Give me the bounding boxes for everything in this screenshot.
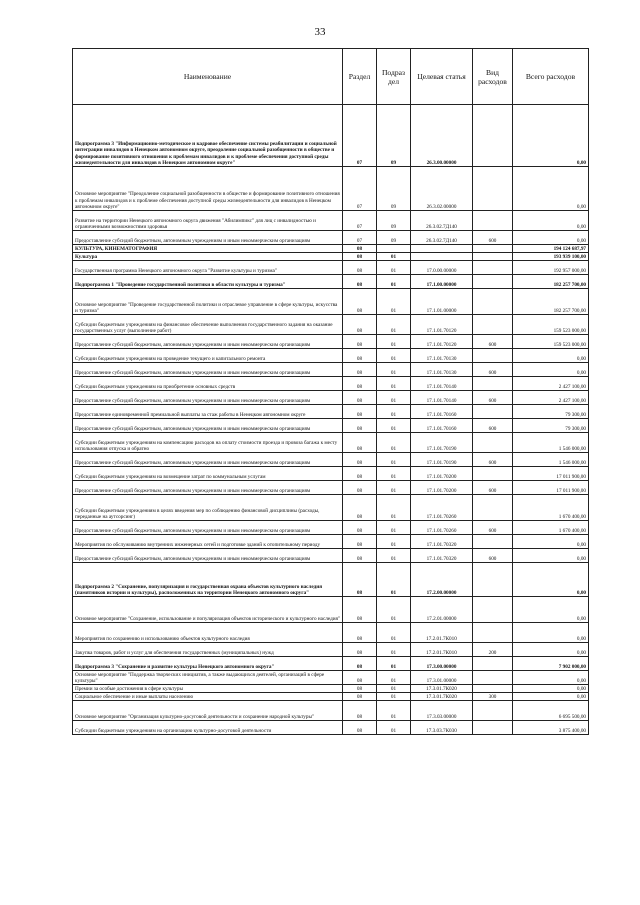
row-expense-type-cell (473, 275, 513, 289)
row-amount-cell: 182 257 700,00 (513, 289, 589, 315)
row-article-cell: 17.1.01.70200 (411, 481, 473, 495)
row-article-cell (411, 253, 473, 261)
row-subsection-cell: 09 (377, 167, 411, 211)
row-amount-cell: 79 300,00 (513, 419, 589, 433)
row-amount-cell: 17 011 900,00 (513, 481, 589, 495)
row-subsection-cell: 09 (377, 105, 411, 167)
row-article-cell: 17.1.01.70260 (411, 521, 473, 535)
row-section-cell: 08 (343, 433, 377, 453)
row-expense-type-cell (473, 623, 513, 643)
row-subsection-cell: 09 (377, 231, 411, 245)
row-expense-type-cell: 600 (473, 391, 513, 405)
row-expense-type-cell (473, 563, 513, 597)
row-section-cell: 08 (343, 549, 377, 563)
row-section-cell: 08 (343, 643, 377, 657)
row-section-cell: 08 (343, 481, 377, 495)
row-subsection-cell: 01 (377, 521, 411, 535)
row-section-cell: 08 (343, 315, 377, 335)
row-expense-type-cell (473, 405, 513, 419)
row-name-cell: Предоставление субсидий бюджетным, автономным учреждениям и иным некоммерческим организациям (73, 391, 343, 405)
row-name-cell: Субсидии бюджетным учреждениям на финансовое обеспечение выполнения государственного задания на оказание государственных услуг (выполнение работ) (73, 315, 343, 335)
table-row (73, 253, 589, 261)
row-section-cell: 08 (343, 363, 377, 377)
row-section-cell: 08 (343, 349, 377, 363)
row-expense-type-cell (473, 105, 513, 167)
row-subsection-cell: 01 (377, 261, 411, 275)
table-row (73, 535, 589, 549)
row-section-cell: 07 (343, 105, 377, 167)
row-subsection-cell: 01 (377, 405, 411, 419)
table-row (73, 377, 589, 391)
row-subsection-cell: 01 (377, 685, 411, 693)
row-subsection-cell: 01 (377, 335, 411, 349)
header-section: Раздел (343, 49, 377, 105)
row-amount-cell: 0,00 (513, 623, 589, 643)
row-article-cell: 17.1.01.70160 (411, 405, 473, 419)
table-row (73, 521, 589, 535)
row-name-cell: Субсидии бюджетным учреждениям на компенсацию расходов на оплату стоимости проезда и провоза багажа к месту использования отпуска и обратно (73, 433, 343, 453)
row-amount-cell: 0,00 (513, 549, 589, 563)
row-expense-type-cell: 600 (473, 521, 513, 535)
row-expense-type-cell (473, 597, 513, 623)
row-article-cell (411, 245, 473, 253)
row-amount-cell: 1 670 400,00 (513, 495, 589, 521)
row-subsection-cell: 01 (377, 597, 411, 623)
row-amount-cell: 0,00 (513, 167, 589, 211)
row-name-cell: Основное мероприятие "Преодоление социальной разобщенности в обществе и формирование позитивного отношения к проблемам инвалидов и к проблеме обеспечения доступной среды жизнедеятельности для инвалидов в Ненецком автономном округе" (73, 167, 343, 211)
row-article-cell: 17.1.01.70320 (411, 549, 473, 563)
row-section-cell: 08 (343, 377, 377, 391)
row-amount-cell: 2 427 100,00 (513, 391, 589, 405)
table-row (73, 693, 589, 701)
table-row (73, 245, 589, 253)
header-total: Всего расходов (513, 49, 589, 105)
row-subsection-cell: 01 (377, 391, 411, 405)
row-article-cell: 26.3.02.7Д140 (411, 211, 473, 231)
table-row (73, 405, 589, 419)
row-section-cell: 08 (343, 721, 377, 735)
table-row (73, 211, 589, 231)
row-name-cell: Подпрограмма 3 "Сохранение и развитие культуры Ненецкого автономного округа" (73, 657, 343, 671)
budget-table (72, 48, 589, 735)
table-row (73, 419, 589, 433)
row-amount-cell: 182 257 700,00 (513, 275, 589, 289)
row-section-cell: 08 (343, 245, 377, 253)
row-article-cell: 17.1.01.00000 (411, 289, 473, 315)
row-amount-cell: 159 523 000,00 (513, 335, 589, 349)
row-amount-cell: 0,00 (513, 563, 589, 597)
row-name-cell: Предоставление субсидий бюджетным, автономным учреждениям и иным некоммерческим организациям (73, 335, 343, 349)
row-name-cell: Предоставление единовременной премиальной выплаты за стаж работы в Ненецком автономном округе (73, 405, 343, 419)
table-row (73, 495, 589, 521)
row-name-cell: Государственная программа Ненецкого автономного округа "Развитие культуры и туризма" (73, 261, 343, 275)
row-expense-type-cell (473, 261, 513, 275)
row-subsection-cell: 01 (377, 495, 411, 521)
table-row (73, 597, 589, 623)
row-amount-cell: 0,00 (513, 105, 589, 167)
row-amount-cell: 79 300,00 (513, 405, 589, 419)
row-expense-type-cell (473, 349, 513, 363)
table-row (73, 315, 589, 335)
row-article-cell: 26.3.00.00000 (411, 105, 473, 167)
row-amount-cell: 1 546 000,00 (513, 433, 589, 453)
row-expense-type-cell: 600 (473, 335, 513, 349)
table-row (73, 563, 589, 597)
row-section-cell: 08 (343, 685, 377, 693)
row-amount-cell: 192 957 000,00 (513, 261, 589, 275)
row-expense-type-cell (473, 495, 513, 521)
row-amount-cell: 0,00 (513, 231, 589, 245)
row-name-cell: Подпрограмма 3 "Информационно-методическое и кадровое обеспечение системы реабилитации и социальной интеграции инвалидов в Ненецком автономном округе, преодоление социальной разобщенности в обществе и формирование позитивного отношения к проблемам инвалидов и к проблеме обеспечения доступной среды жизнедеятельности для инвалидов в Ненецком автономном округе" (73, 105, 343, 167)
row-subsection-cell: 09 (377, 211, 411, 231)
row-name-cell: Предоставление субсидий бюджетным, автономным учреждениям и иным некоммерческим организациям (73, 363, 343, 377)
row-article-cell: 17.1.01.70320 (411, 535, 473, 549)
row-article-cell: 17.1.00.00000 (411, 275, 473, 289)
row-subsection-cell: 01 (377, 253, 411, 261)
row-section-cell: 08 (343, 701, 377, 721)
row-article-cell: 17.1.01.70200 (411, 467, 473, 481)
row-article-cell: 17.3.01.7К020 (411, 685, 473, 693)
table-row (73, 453, 589, 467)
table-row (73, 261, 589, 275)
row-amount-cell: 1 670 400,00 (513, 521, 589, 535)
row-amount-cell: 3 875 400,00 (513, 721, 589, 735)
table-row (73, 701, 589, 721)
row-name-cell: Культура (73, 253, 343, 261)
row-subsection-cell: 01 (377, 563, 411, 597)
table-row (73, 167, 589, 211)
row-subsection-cell: 01 (377, 481, 411, 495)
row-expense-type-cell (473, 721, 513, 735)
table-row (73, 231, 589, 245)
table-row (73, 433, 589, 453)
row-article-cell: 17.1.01.70160 (411, 419, 473, 433)
row-subsection-cell: 01 (377, 419, 411, 433)
row-article-cell: 17.2.01.00000 (411, 597, 473, 623)
row-expense-type-cell: 300 (473, 693, 513, 701)
row-expense-type-cell (473, 535, 513, 549)
table-row (73, 467, 589, 481)
row-article-cell: 17.1.01.70130 (411, 349, 473, 363)
row-amount-cell: 194 124 687,97 (513, 245, 589, 253)
row-expense-type-cell (473, 315, 513, 335)
table-row (73, 671, 589, 685)
row-amount-cell: 2 427 100,00 (513, 377, 589, 391)
row-name-cell: Основное мероприятие "Сохранение, использование и популяризация объектов исторического и культурного наследия" (73, 597, 343, 623)
row-section-cell: 08 (343, 405, 377, 419)
row-expense-type-cell (473, 167, 513, 211)
row-section-cell: 08 (343, 289, 377, 315)
header-subsection: Подраз дел (377, 49, 411, 105)
row-subsection-cell: 01 (377, 671, 411, 685)
row-subsection-cell: 01 (377, 275, 411, 289)
row-expense-type-cell (473, 701, 513, 721)
row-name-cell: Мероприятия по сохранению и использованию объектов культурного наследия (73, 623, 343, 643)
row-name-cell: Предоставление субсидий бюджетным, автономным учреждениям и иным некоммерческим организациям (73, 231, 343, 245)
row-article-cell: 17.0.00.00000 (411, 261, 473, 275)
row-subsection-cell: 01 (377, 453, 411, 467)
table-row (73, 623, 589, 643)
row-expense-type-cell (473, 671, 513, 685)
row-section-cell: 07 (343, 167, 377, 211)
table-row (73, 349, 589, 363)
row-section-cell: 08 (343, 453, 377, 467)
row-article-cell: 17.1.01.70130 (411, 363, 473, 377)
row-article-cell: 17.3.00.00000 (411, 657, 473, 671)
row-amount-cell: 159 523 000,00 (513, 315, 589, 335)
row-amount-cell: 7 902 000,00 (513, 657, 589, 671)
row-article-cell: 17.1.01.70140 (411, 391, 473, 405)
header-expense-type: Вид расходов (473, 49, 513, 105)
row-subsection-cell: 01 (377, 701, 411, 721)
row-name-cell: Подпрограмма 1 "Проведение государственной политики в области культуры и туризма" (73, 275, 343, 289)
row-section-cell: 08 (343, 535, 377, 549)
row-section-cell: 08 (343, 391, 377, 405)
row-expense-type-cell (473, 433, 513, 453)
row-amount-cell: 6 695 500,00 (513, 701, 589, 721)
row-expense-type-cell (473, 685, 513, 693)
row-name-cell: Предоставление субсидий бюджетным, автономным учреждениям и иным некоммерческим организациям (73, 549, 343, 563)
page-number: 33 (314, 26, 326, 38)
row-amount-cell: 193 939 100,00 (513, 253, 589, 261)
row-amount-cell: 0,00 (513, 693, 589, 701)
row-name-cell: Подпрограмма 2 "Сохранение, популяризация и государственная охрана объектов культурного наследия (памятников истории и культуры), расположенных на территории Ненецкого автономного округа" (73, 563, 343, 597)
table-body (73, 105, 589, 735)
row-section-cell: 07 (343, 211, 377, 231)
row-subsection-cell: 01 (377, 721, 411, 735)
row-article-cell: 17.2.00.00000 (411, 563, 473, 597)
row-amount-cell: 0,00 (513, 671, 589, 685)
row-amount-cell: 0,00 (513, 349, 589, 363)
row-amount-cell: 0,00 (513, 211, 589, 231)
row-section-cell: 08 (343, 253, 377, 261)
row-section-cell: 08 (343, 261, 377, 275)
row-amount-cell: 0,00 (513, 643, 589, 657)
row-name-cell: Субсидии бюджетным учреждениям на приобретение основных средств (73, 377, 343, 391)
row-expense-type-cell (473, 289, 513, 315)
row-amount-cell: 0,00 (513, 597, 589, 623)
row-article-cell: 17.1.01.70190 (411, 433, 473, 453)
row-section-cell: 08 (343, 335, 377, 349)
row-expense-type-cell: 600 (473, 481, 513, 495)
row-name-cell: Основное мероприятие "Проведение государственной политики и отраслевое управление в сфере культуры, искусства и туризма" (73, 289, 343, 315)
row-subsection-cell: 01 (377, 467, 411, 481)
row-article-cell: 26.3.02.7Д140 (411, 231, 473, 245)
row-section-cell: 08 (343, 693, 377, 701)
row-section-cell: 08 (343, 597, 377, 623)
row-expense-type-cell (473, 377, 513, 391)
row-article-cell: 17.3.03.00000 (411, 701, 473, 721)
row-article-cell: 17.1.01.70140 (411, 377, 473, 391)
row-expense-type-cell (473, 253, 513, 261)
row-article-cell: 17.3.01.7К020 (411, 693, 473, 701)
row-section-cell: 07 (343, 231, 377, 245)
row-article-cell: 17.1.01.70260 (411, 495, 473, 521)
row-expense-type-cell: 600 (473, 363, 513, 377)
row-name-cell: Субсидии бюджетным учреждениям на проведение текущего и капитального ремонта (73, 349, 343, 363)
row-subsection-cell: 01 (377, 643, 411, 657)
row-subsection-cell: 01 (377, 693, 411, 701)
row-section-cell: 08 (343, 521, 377, 535)
row-name-cell: Развитие на территории Ненецкого автономного округа движения "Абилимпикс" для лиц с инвалидностью и ограниченными возможностями здоровья (73, 211, 343, 231)
row-section-cell: 08 (343, 563, 377, 597)
row-section-cell: 08 (343, 467, 377, 481)
row-subsection-cell: 01 (377, 623, 411, 643)
row-subsection-cell: 01 (377, 289, 411, 315)
row-name-cell: Субсидии бюджетным учреждениям в целях введения мер по соблюдению финансовой дисциплины (расходы, переданные на аутсорсинг) (73, 495, 343, 521)
row-name-cell: Социальное обеспечение и иные выплаты населению (73, 693, 343, 701)
row-subsection-cell: 01 (377, 433, 411, 453)
row-expense-type-cell (473, 467, 513, 481)
table-row (73, 643, 589, 657)
table-row (73, 105, 589, 167)
row-article-cell: 17.3.01.00000 (411, 671, 473, 685)
table-row (73, 721, 589, 735)
row-section-cell: 08 (343, 419, 377, 433)
row-section-cell: 08 (343, 671, 377, 685)
row-name-cell: Предоставление субсидий бюджетным, автономным учреждениям и иным некоммерческим организациям (73, 521, 343, 535)
row-article-cell: 17.2.01.7К010 (411, 623, 473, 643)
row-amount-cell: 0,00 (513, 685, 589, 693)
row-name-cell: Премии за особые достижения в сфере культуры (73, 685, 343, 693)
row-article-cell: 17.2.01.7К010 (411, 643, 473, 657)
row-name-cell: Мероприятия по обслуживанию внутренних инженерных сетей и подготовке зданий к отопительному периоду (73, 535, 343, 549)
row-subsection-cell: 01 (377, 549, 411, 563)
row-section-cell: 08 (343, 495, 377, 521)
row-article-cell: 17.1.01.70120 (411, 315, 473, 335)
row-expense-type-cell: 600 (473, 453, 513, 467)
row-subsection-cell: 01 (377, 349, 411, 363)
row-amount-cell: 0,00 (513, 535, 589, 549)
table-header-row (73, 49, 589, 105)
row-expense-type-cell (473, 211, 513, 231)
row-article-cell: 17.3.03.7К030 (411, 721, 473, 735)
row-subsection-cell (377, 245, 411, 253)
table-row (73, 391, 589, 405)
row-subsection-cell: 01 (377, 363, 411, 377)
row-name-cell: Субсидии бюджетным учреждениям на возмещение затрат по коммунальным услугам (73, 467, 343, 481)
row-expense-type-cell (473, 245, 513, 253)
row-name-cell: Субсидии бюджетным учреждениям на организацию культурно-досуговой деятельности (73, 721, 343, 735)
row-expense-type-cell: 600 (473, 231, 513, 245)
row-amount-cell: 17 011 900,00 (513, 467, 589, 481)
row-amount-cell: 1 546 000,00 (513, 453, 589, 467)
row-name-cell: Основное мероприятие "Организация культурно-досуговой деятельности и сохранение народной культуры" (73, 701, 343, 721)
row-name-cell: Предоставление субсидий бюджетным, автономным учреждениям и иным некоммерческим организациям (73, 419, 343, 433)
table-row (73, 685, 589, 693)
row-article-cell: 17.1.01.70120 (411, 335, 473, 349)
table-row (73, 275, 589, 289)
row-section-cell: 08 (343, 623, 377, 643)
row-expense-type-cell: 600 (473, 549, 513, 563)
row-expense-type-cell: 600 (473, 419, 513, 433)
header-name: Наименование (73, 49, 343, 105)
table-row (73, 481, 589, 495)
row-name-cell: Предоставление субсидий бюджетным, автономным учреждениям и иным некоммерческим организациям (73, 481, 343, 495)
row-name-cell: КУЛЬТУРА, КИНЕМАТОГРАФИЯ (73, 245, 343, 253)
row-name-cell: Основное мероприятие "Поддержка творческих инициатив, а также выдающихся деятелей, организаций в сфере культуры" (73, 671, 343, 685)
header-article: Целевая статья (411, 49, 473, 105)
row-subsection-cell: 01 (377, 657, 411, 671)
row-section-cell: 08 (343, 275, 377, 289)
table-row (73, 335, 589, 349)
row-article-cell: 17.1.01.70190 (411, 453, 473, 467)
table-row (73, 289, 589, 315)
row-name-cell: Закупка товаров, работ и услуг для обеспечения государственных (муниципальных) нужд (73, 643, 343, 657)
row-name-cell: Предоставление субсидий бюджетным, автономным учреждениям и иным некоммерческим организациям (73, 453, 343, 467)
row-amount-cell: 0,00 (513, 363, 589, 377)
row-expense-type-cell: 200 (473, 643, 513, 657)
row-section-cell: 08 (343, 657, 377, 671)
row-subsection-cell: 01 (377, 535, 411, 549)
table-row (73, 549, 589, 563)
row-subsection-cell: 01 (377, 315, 411, 335)
row-article-cell: 26.3.02.00000 (411, 167, 473, 211)
table-row (73, 657, 589, 671)
table-row (73, 363, 589, 377)
row-subsection-cell: 01 (377, 377, 411, 391)
row-expense-type-cell (473, 657, 513, 671)
